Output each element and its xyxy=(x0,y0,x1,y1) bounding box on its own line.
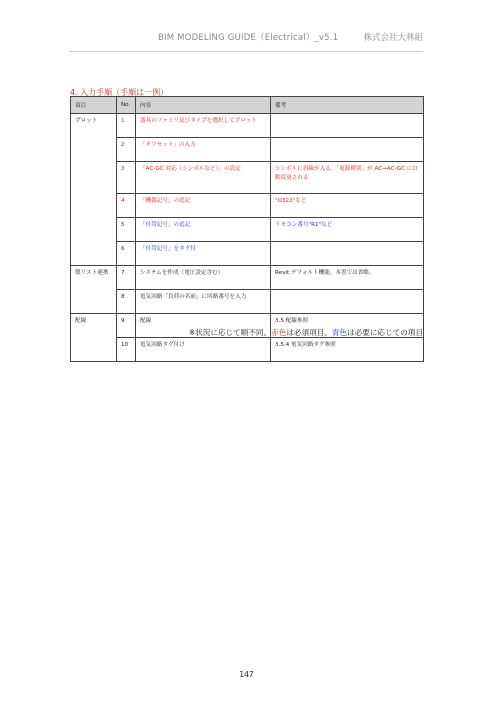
table-row xyxy=(71,194,424,218)
company-name: 株式会社大林組 xyxy=(363,33,423,43)
note-middle: は必須項目、 xyxy=(286,328,332,337)
note-suffix: は必要に応じての項目 xyxy=(347,328,423,337)
table-row xyxy=(71,162,424,194)
row-note xyxy=(271,242,424,266)
row-note xyxy=(271,290,424,314)
row-no: 6 xyxy=(117,242,136,266)
table-row xyxy=(71,218,424,242)
row-note: 3.5 配線参照 xyxy=(271,314,424,338)
color-legend-note xyxy=(189,327,423,338)
group-circuit: 盤リスト連携 xyxy=(71,266,117,314)
row-no: 8 xyxy=(117,290,136,314)
row-content: 器具のファミリ及びタイプを選択してプロット xyxy=(136,114,271,138)
row-content: 「AC-GC 対応（シンボルなど）」の設定 xyxy=(136,162,271,194)
row-no: 4 xyxy=(117,194,136,218)
group-plot: プロット xyxy=(71,114,117,266)
table-row xyxy=(71,338,424,362)
row-content: 「オフセット」の入力 xyxy=(136,138,271,162)
row-no: 2 xyxy=(117,138,136,162)
row-no: 3 xyxy=(117,162,136,194)
input-steps-table xyxy=(70,96,424,362)
page-header xyxy=(70,31,423,45)
row-no: 10 xyxy=(117,338,136,362)
row-note: Revit デフォルト機能。本書では省略。 xyxy=(271,266,424,290)
table-row xyxy=(71,138,424,162)
row-content: 「機器記号」の追記 xyxy=(136,194,271,218)
section-title: 4. 入力手順（手順は一例） xyxy=(70,88,169,97)
table-row xyxy=(71,242,424,266)
row-content: システムを作成（電圧設定含む） xyxy=(136,266,271,290)
header-no: No. xyxy=(117,97,136,114)
row-note: 3.5.4 電気回路タグ参照 xyxy=(271,338,424,362)
page-number: 147 xyxy=(239,670,254,679)
row-content: 電気回路タグ付け xyxy=(136,338,271,362)
row-note: シンボルに斜線が入る。「電源種別」が AC→AC-GC に自動変更される xyxy=(271,162,424,194)
header-remarks: 備考 xyxy=(271,97,424,114)
row-no: 9 xyxy=(117,314,136,338)
document-title: BIM MODELING GUIDE（Electrical）_v5.1 xyxy=(158,33,339,43)
note-red-word: 赤色 xyxy=(271,328,287,337)
row-note: "O322"など xyxy=(271,194,424,218)
row-note: リモコン番号"R1"など xyxy=(271,218,424,242)
row-no: 7 xyxy=(117,266,136,290)
header-content: 内容 xyxy=(136,97,271,114)
row-content: 「付帯記号」の追記 xyxy=(136,218,271,242)
row-content: 電気回路「負荷の名前」に回路番号を入力 xyxy=(136,290,271,314)
note-blue-word: 青色 xyxy=(331,328,348,337)
table-row xyxy=(71,266,424,290)
row-no: 1 xyxy=(117,114,136,138)
note-prefix: ※状況に応じて順不同。 xyxy=(188,328,272,337)
table-row xyxy=(71,290,424,314)
row-note xyxy=(271,114,424,138)
row-no: 5 xyxy=(117,218,136,242)
row-content: 配線 xyxy=(136,314,271,338)
table-header-row xyxy=(71,97,424,114)
header-item: 項目 xyxy=(71,97,117,114)
table-row xyxy=(71,114,424,138)
header-divider xyxy=(70,51,423,52)
row-note xyxy=(271,138,424,162)
row-content: 「付帯記号」をタグ付 xyxy=(136,242,271,266)
group-wiring: 配線 xyxy=(71,314,117,362)
